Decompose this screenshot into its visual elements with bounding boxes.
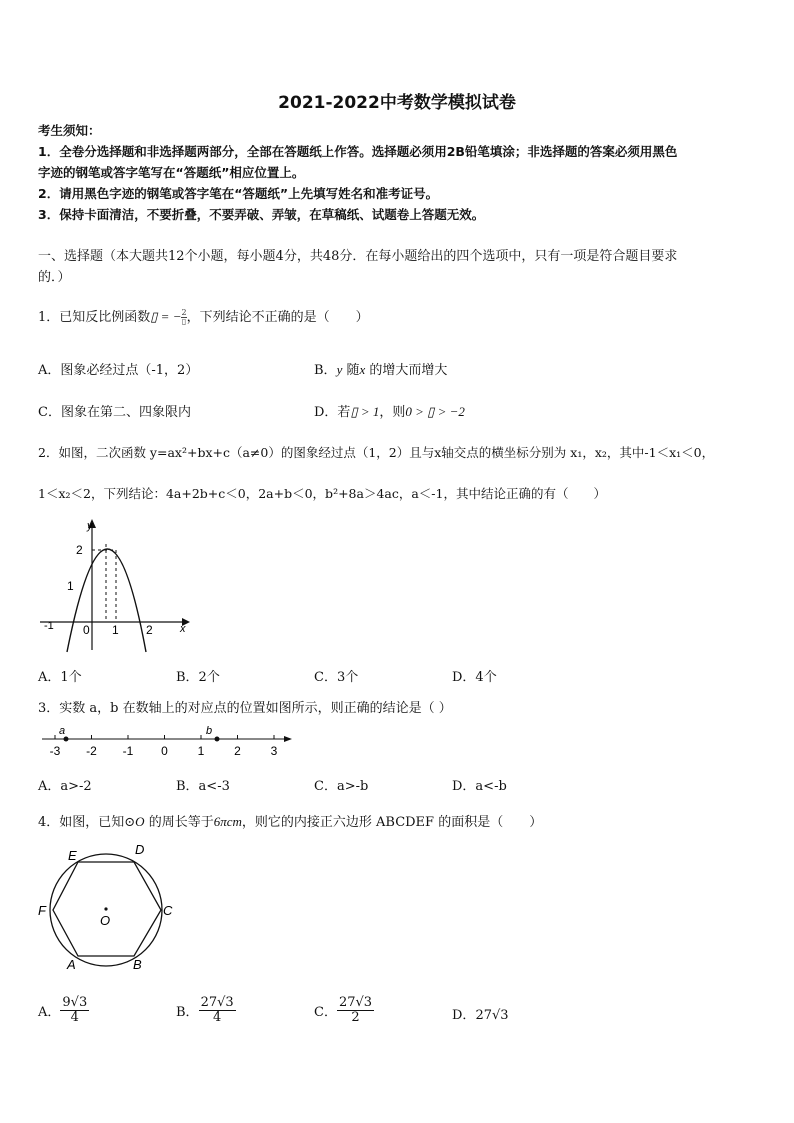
q3-tick-label: -3 <box>49 744 61 758</box>
notice-heading: 考生须知： <box>38 123 101 138</box>
q4-c-label: C． <box>314 1005 337 1020</box>
q3-tick-label: -2 <box>86 744 97 758</box>
q4-a-label: A． <box>38 1005 61 1020</box>
q4-label-d: D <box>135 842 145 857</box>
q4-stem-post: ，则它的内接正六边形 ABCDEF 的面积是（ ） <box>241 815 543 830</box>
q4-stem-mid: 的周长等于 <box>144 815 214 830</box>
q1-d-res: 0 > ▯ > −2 <box>405 404 465 419</box>
q1-b-mid: 随 <box>342 363 360 378</box>
q1-d-mid: ，则 <box>379 405 406 420</box>
q2-tick-x1: 1 <box>112 623 119 637</box>
q3-option-d: D．a<-b <box>452 779 507 794</box>
q4-stem-o: O <box>135 814 145 829</box>
notice-item-1a: 1．全卷分选择题和非选择题两部分，全部在答题纸上作答。选择题必须用2B铅笔填涂；非选择题的答案必须用黑色 <box>38 144 678 159</box>
q1-stem-expr: ▯ = − <box>150 309 182 324</box>
q4-center-dot <box>104 907 107 910</box>
q2-tick-y2: 2 <box>76 543 83 557</box>
q4-label-o: O <box>100 913 111 928</box>
q3-ticks <box>50 735 278 758</box>
q4-d-label: D． <box>452 1008 476 1023</box>
q4-c-num: 27√3 <box>338 995 373 1010</box>
q3-label-b: b <box>206 725 213 737</box>
q4-option-b <box>176 996 236 1025</box>
q3-point-a <box>64 737 69 742</box>
notice-item-1b: 字迹的钢笔或答字笔写在“答题纸”相应位置上。 <box>38 165 305 180</box>
q2-x-label: x <box>180 623 186 635</box>
q1-frac-num: 2 <box>181 308 187 317</box>
q3-label-a: a <box>59 725 66 737</box>
notice-item-3: 3．保持卡面清洁，不要折叠，不要弄破、弄皱，在草稿纸、试题卷上答题无效。 <box>38 207 485 222</box>
q2-tick-y1: 1 <box>67 579 74 593</box>
q2-tick-x0: 0 <box>83 623 90 637</box>
q4-label-b: B <box>133 957 142 972</box>
page-title: 2021-2022中考数学模拟试卷 <box>278 93 516 113</box>
question-3-stem: 3．实数 a，b 在数轴上的对应点的位置如图所示，则正确的结论是（ ） <box>38 701 452 716</box>
q4-option-a <box>38 996 89 1025</box>
q1-b-y: y <box>336 362 343 377</box>
q1-stem-pre: 1．已知反比例函数 <box>38 310 151 325</box>
q4-label-a: A <box>67 957 76 972</box>
q2-option-c: C．3个 <box>314 670 359 685</box>
q4-b-den: 4 <box>212 1010 222 1025</box>
q3-option-c: C．a>-b <box>314 779 369 794</box>
q1-frac-den: ▯ <box>181 317 187 326</box>
q1-b-x: x <box>359 362 366 377</box>
q1-option-c: C．图象在第二、四象限内 <box>38 405 191 420</box>
q3-number-line <box>38 720 296 760</box>
q4-stem-len: 6πcm <box>213 814 242 829</box>
q4-stem-pre: 4．如图，已知⊙ <box>38 815 136 830</box>
q4-a-fraction <box>60 996 89 1025</box>
q2-parabola-graph <box>36 516 192 656</box>
q3-option-a: A．a>-2 <box>38 779 92 794</box>
question-1-stem <box>38 306 369 326</box>
q2-option-a: A．1个 <box>38 670 82 685</box>
q4-a-den: 4 <box>70 1010 79 1025</box>
q4-label-c: C <box>163 903 173 918</box>
q4-label-e: E <box>68 848 77 863</box>
q3-axis-arrow <box>284 736 292 742</box>
q1-d-pre: D．若 <box>314 405 351 420</box>
q3-point-b <box>215 737 220 742</box>
q2-option-b: B．2个 <box>176 670 220 685</box>
q4-b-label: B． <box>176 1005 199 1020</box>
q1-b-post: 的增大而增大 <box>365 363 448 378</box>
q4-option-c <box>314 996 374 1025</box>
q1-b-pre: B． <box>314 363 337 378</box>
q3-tick-label: 3 <box>270 744 278 758</box>
q4-option-d <box>452 1004 509 1023</box>
q3-tick-label: 0 <box>161 744 168 758</box>
q3-tick-label: -1 <box>122 744 134 758</box>
q4-a-num: 9√3 <box>62 995 88 1010</box>
q2-y-label: y <box>87 520 93 532</box>
q3-tick-label: 2 <box>234 744 241 758</box>
question-2-stem-line1: 2．如图，二次函数 y=ax²+bx+c（a≠0）的图象经过点（1，2）且与x轴交点的横坐标分别为 x₁，x₂，其中-1＜x₁＜0， <box>38 445 715 460</box>
notice-item-2: 2．请用黑色字迹的钢笔或答字笔在“答题纸”上先填写姓名和准考证号。 <box>38 186 439 201</box>
q4-c-den: 2 <box>351 1010 360 1025</box>
q4-b-fraction <box>199 996 236 1025</box>
question-2-stem-line2: 1＜x₂＜2，下列结论：4a+2b+c＜0，2a+b＜0，b²+8a＞4ac，a＜-1，其中结论正确的有（ ） <box>38 486 606 501</box>
q2-option-d: D．4个 <box>452 670 497 685</box>
q4-label-f: F <box>38 903 46 918</box>
q1-option-d <box>314 401 465 420</box>
q1-stem-post: ，下列结论不正确的是（ ） <box>186 310 369 325</box>
q2-tick-xm1: -1 <box>44 620 54 632</box>
q1-option-b <box>314 359 447 378</box>
question-4-stem <box>38 811 542 830</box>
q1-option-a: A．图象必经过点（-1，2） <box>38 363 199 378</box>
q4-d-value: 27√3 <box>475 1008 509 1023</box>
q3-tick-label: 1 <box>197 744 205 758</box>
section-heading-line1: 一、选择题（本大题共12个小题，每小题4分，共48分．在每小题给出的四个选项中，只有一项是符合题目要求 <box>38 249 678 264</box>
q1-d-cond: ▯ > 1 <box>350 404 380 419</box>
q3-option-b: B．a<-3 <box>176 779 230 794</box>
q4-b-num: 27√3 <box>200 995 234 1010</box>
section-heading-line2: 的．） <box>38 270 71 285</box>
q4-hexagon-figure <box>36 840 180 976</box>
q2-tick-x2: 2 <box>146 623 153 637</box>
q4-c-fraction <box>337 996 374 1025</box>
